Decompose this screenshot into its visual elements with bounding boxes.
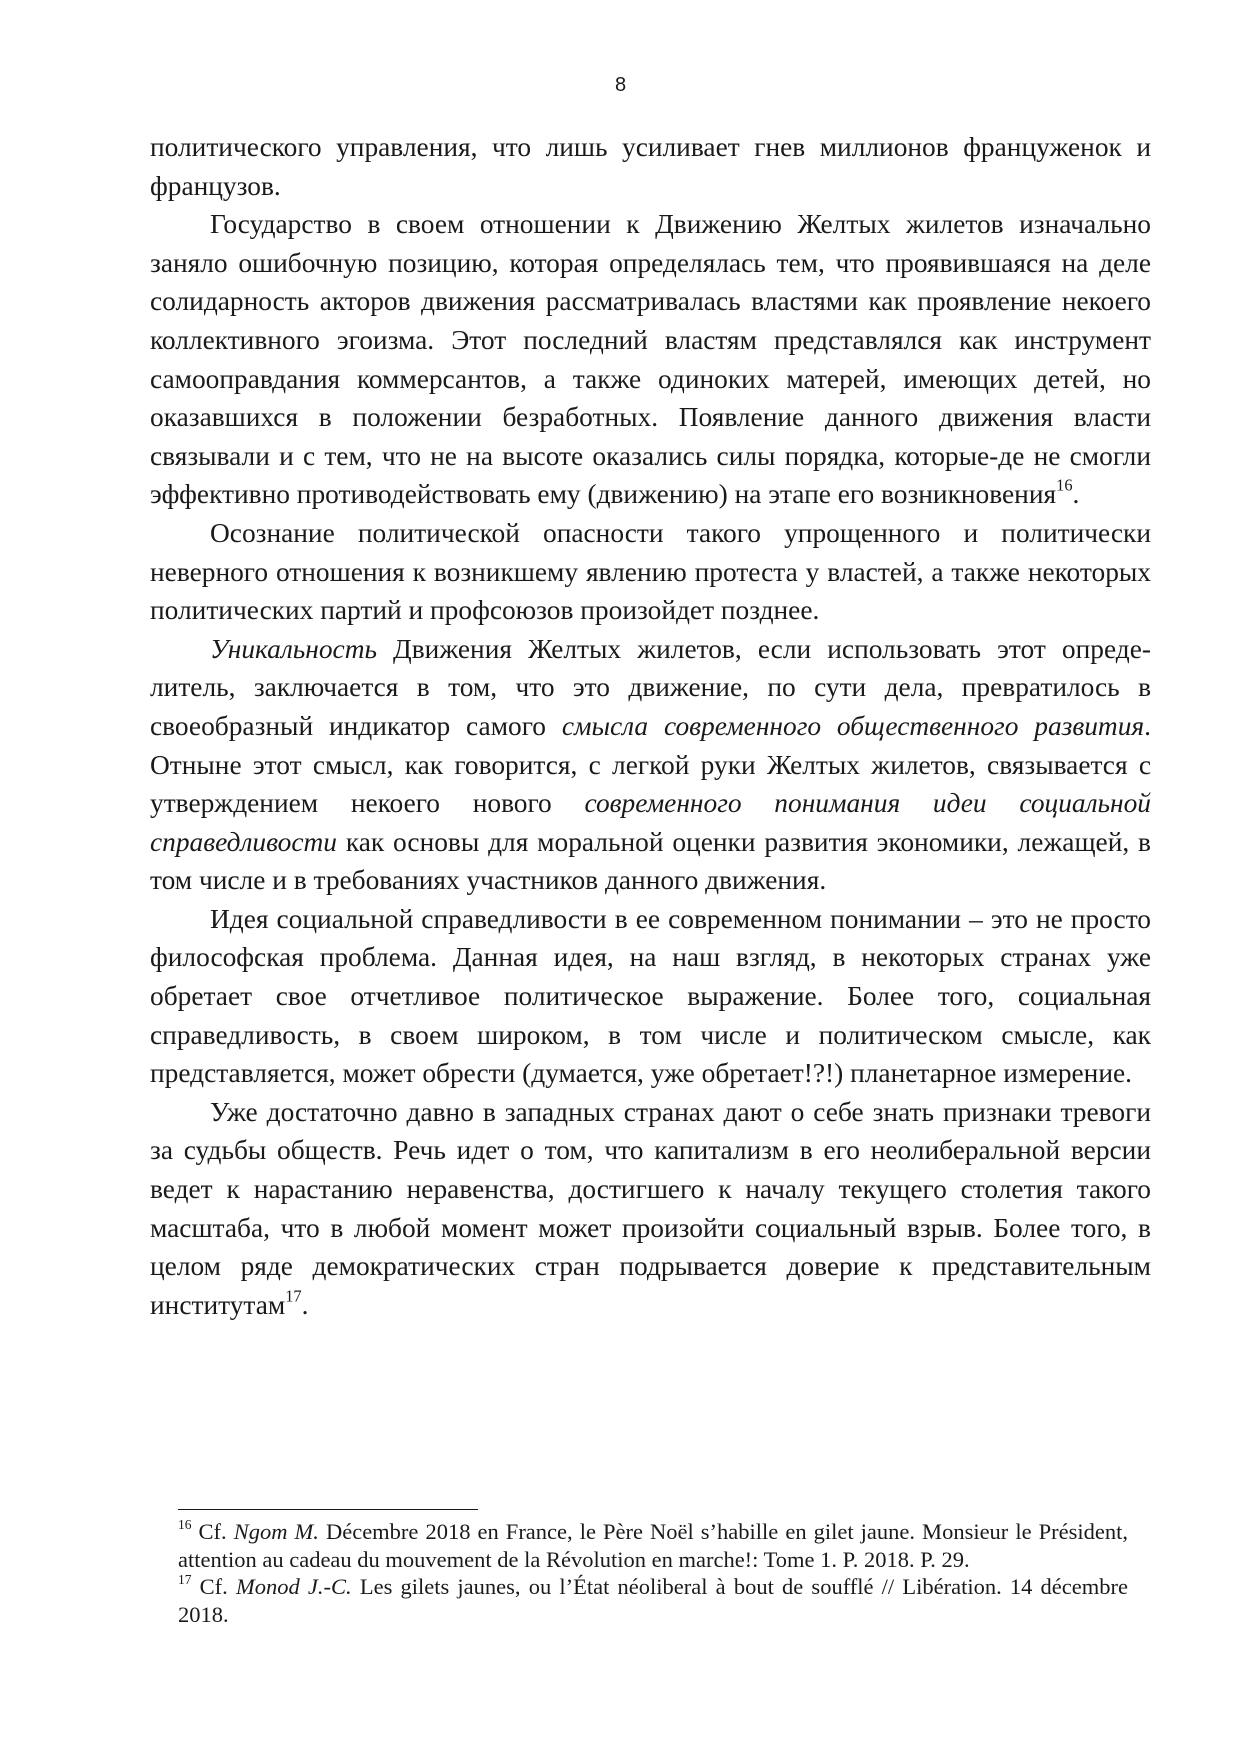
text-run: как основы для моральной оценки развития экономики, лежащей, в том числе и в требованиях участников данного движения. (150, 826, 1151, 896)
paragraph (150, 630, 1151, 900)
paragraph (150, 514, 1151, 630)
paragraph (150, 1093, 1151, 1325)
emphasis: Ngom M. (233, 1519, 319, 1544)
paragraph (150, 128, 1151, 205)
emphasis: Monod J.-C. (235, 1574, 352, 1599)
footnotes (178, 1518, 1128, 1628)
footnote (178, 1518, 1128, 1573)
text-run: политического управления, что лишь усиливает гнев миллионов француженок и французов. (150, 132, 1151, 201)
text-run: Движения Желтых жилетов, если использовать этот определитель, заключается в том, что это движение, по сути дела, превратилось в своеобразный индикатор самого (150, 633, 1151, 741)
body-text (150, 128, 1151, 1324)
footnote (178, 1573, 1128, 1628)
footnote-ref: 17 (178, 1571, 192, 1587)
text-run: Государство в своем отношении к Движению Желтых жилетов изначально заняло ошибочную позицию, которая определялась тем, что проявившаяся на деле солидарность акторов движения рассматривалась властями как проявление некоего коллективного эгоизма. Этот последний властям представлялся как инструмент самооправдания коммерсантов, а также одиноких матерей, имеющих детей, но оказавшихся в положении безработных. Появление данного движения власти связывали и с тем, что не на высоте оказались силы порядка, которые-де не смогли эффективно противодействовать ему (движению) на этапе его возникновения (150, 209, 1151, 510)
paragraph (150, 205, 1151, 514)
footnote-ref: 16 (1056, 476, 1073, 496)
text-run: . (301, 1289, 309, 1320)
page-number: 8 (614, 74, 627, 96)
footnote-ref: 16 (178, 1516, 192, 1532)
emphasis: смысла современного общественного развития (561, 710, 1145, 741)
footnote-separator (178, 1509, 478, 1510)
text-run: Décembre 2018 en France, le Père Noël s’habille en gilet jaune. Monsieur le Président, attention au cadeau du mouvement de la Révolution en marche!: Tome 1. P. 2018. P. 29. (178, 1519, 1129, 1572)
text-run: Cf. (191, 1519, 234, 1544)
text-run: Осознание политической опасности такого упрощенного и политически неверного отношения к возникшему явлению протеста у властей, а также некоторых политических партий и профсоюзов произойдет позднее. (150, 517, 1151, 626)
footnote-ref: 17 (285, 1286, 302, 1306)
text-run: Идея социальной справедливости в ее современном понимании – это не просто философская проблема. Данная идея, на наш взгляд, в некоторых странах уже обретает свое отчетливое политическое выражение. Более того, социальная справедливость, в своем широком, в том числе и политическом смысле, как представляется, может обрести (думается, уже обретает!?!) планетарное измерение. (150, 903, 1151, 1089)
emphasis: современного понимания идеи социальной справедливости (150, 788, 1151, 857)
paragraph (150, 900, 1151, 1093)
text-run: . (1072, 479, 1080, 510)
text-run: Les gilets jaunes, ou l’État néoliberal à bout de soufflé // Libération. 14 décembre 2018. (178, 1574, 1129, 1627)
text-run: . Отныне этот смысл, как говорится, с легкой руки Желтых жилетов, связывается с утверждением некоего нового (150, 710, 1151, 819)
text-run: Уже достаточно давно в западных странах дают о себе знать признаки тревоги за судьбы обществ. Речь идет о том, что капитализм в его неолиберальной версии ведет к нарастанию неравенства, достигшего к началу текущего столетия такого масштаба, что в любой момент может произойти социальный взрыв. Более того, в целом ряде демократических стран подрывается доверие к представительным институтам (150, 1096, 1151, 1320)
text-run: Cf. (191, 1574, 236, 1599)
emphasis: Уникальность (210, 633, 377, 664)
